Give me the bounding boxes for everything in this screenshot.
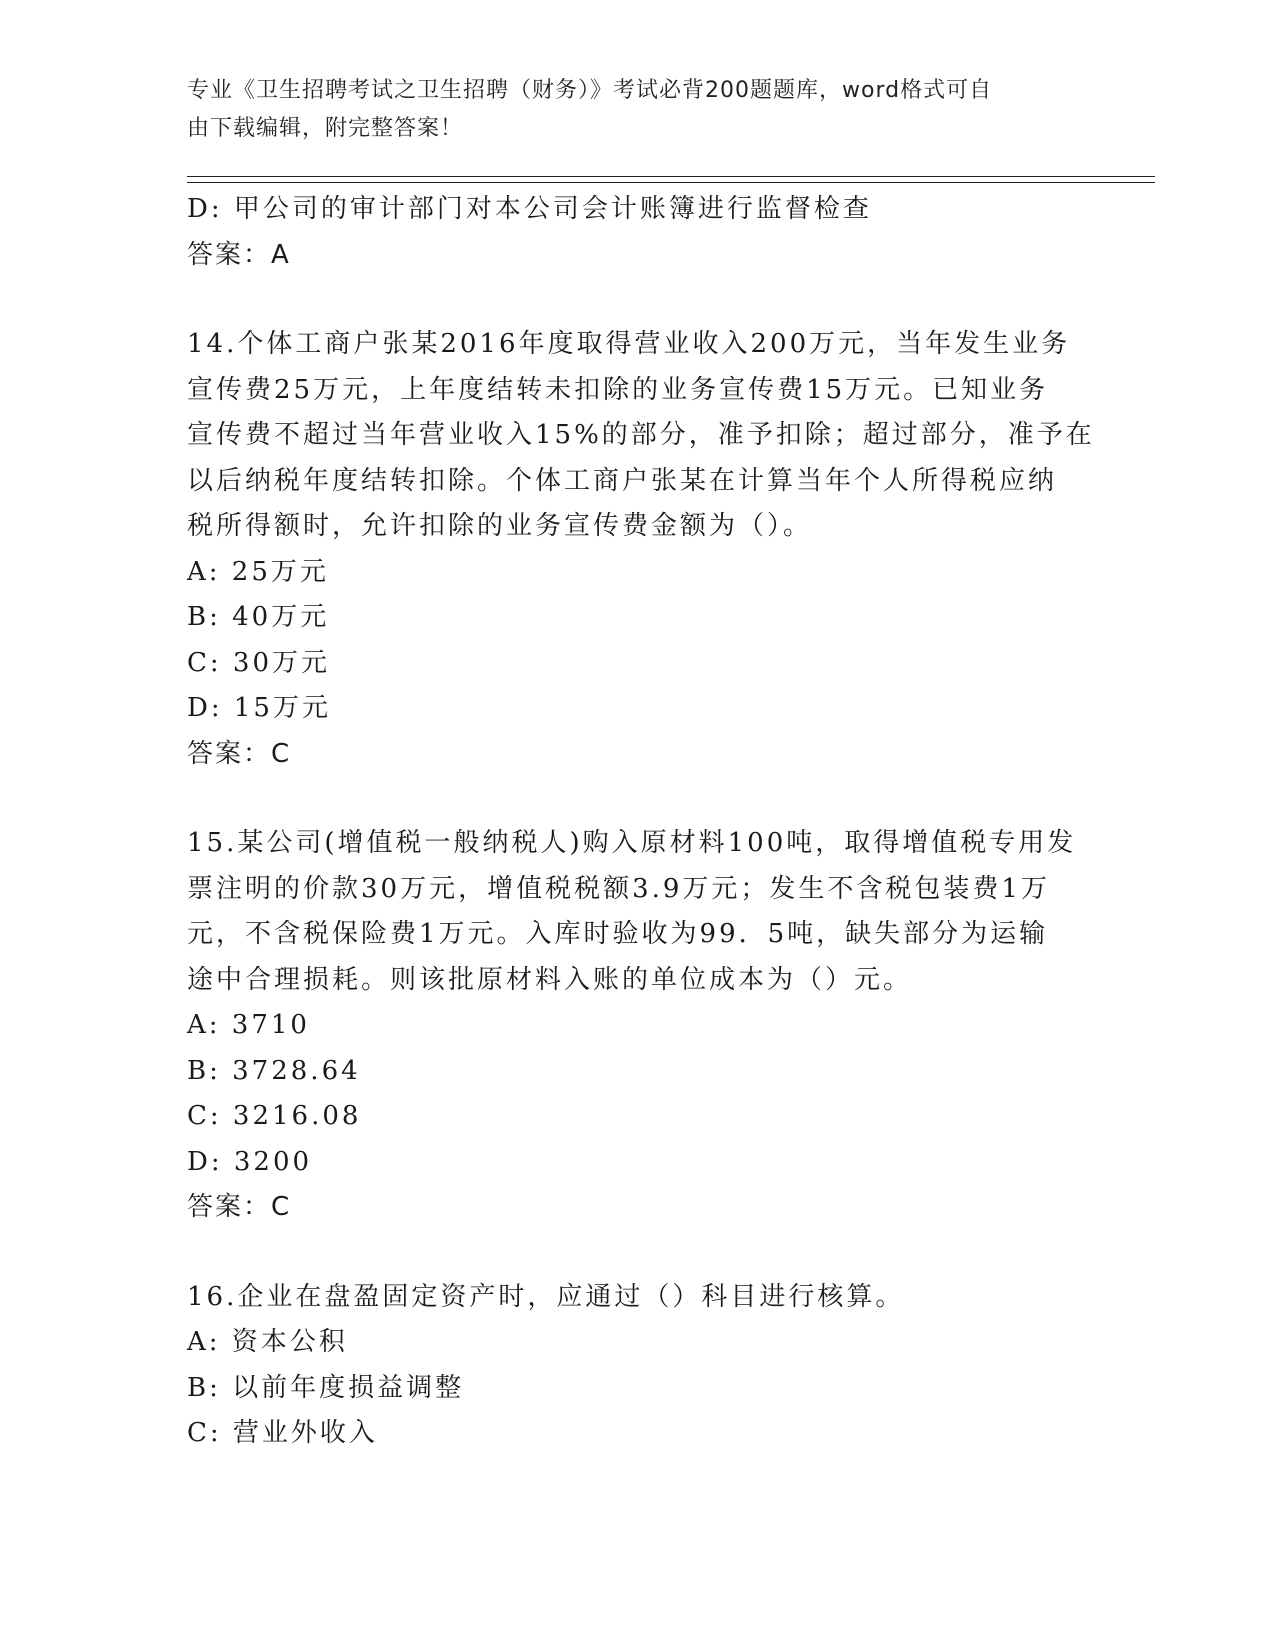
- question-14: [187, 322, 1095, 777]
- option-c: C: 营业外收入: [187, 1418, 378, 1448]
- question-stem-line: 宣传费25万元，上年度结转未扣除的业务宣传费15万元。已知业务: [187, 374, 1049, 405]
- option-d: D: 3200: [187, 1146, 313, 1177]
- question-stem-line: 14.个体工商户张某2016年度取得营业收入200万元，当年发生业务: [187, 329, 1071, 359]
- option-d: D: 15万元: [187, 693, 331, 723]
- option-a: A: 25万元: [187, 556, 329, 587]
- option-d: D: 甲公司的审计部门对本公司会计账簿进行监督检查: [187, 194, 872, 224]
- question-stem-line: 税所得额时，允许扣除的业务宣传费金额为（）。: [187, 511, 813, 541]
- question-stem-line: 15.某公司(增值税一般纳税人)购入原材料100吨，取得增值税专用发: [187, 828, 1077, 858]
- header-line-2: 由下载编辑，附完整答案！: [187, 116, 464, 141]
- option-a: A: 3710: [187, 1010, 310, 1040]
- question-15: [187, 821, 1087, 1231]
- question-16: [187, 1275, 1087, 1457]
- option-a: A: 资本公积: [187, 1327, 348, 1357]
- spacer: [187, 777, 1087, 821]
- answer: 答案：C: [187, 738, 292, 769]
- question-stem-line: 以后纳税年度结转扣除。个体工商户张某在计算当年个人所得税应纳: [187, 465, 1058, 496]
- option-b: B: 3728.64: [187, 1055, 361, 1086]
- header-divider-top: [187, 176, 1155, 177]
- question-stem-line: 宣传费不超过当年营业收入15%的部分，准予扣除；超过部分，准予在: [187, 420, 1095, 450]
- option-c: C: 3216.08: [187, 1101, 362, 1131]
- spacer: [187, 278, 1087, 322]
- question-stem-line: 16.企业在盘盈固定资产时，应通过（）科目进行核算。: [187, 1281, 905, 1312]
- question-stem-line: 元，不含税保险费1万元。入库时验收为99．5吨，缺失部分为运输: [187, 919, 1049, 949]
- document-body: [187, 187, 1095, 1457]
- question-stem-line: 票注明的价款30万元，增值税税额3.9万元；发生不含税包装费1万: [187, 873, 1050, 904]
- page-header: [187, 72, 1087, 148]
- option-c: C: 30万元: [187, 647, 331, 678]
- header-divider-bottom: [187, 182, 1155, 183]
- question-stem-line: 途中合理损耗。则该批原材料入账的单位成本为（）元。: [187, 964, 913, 995]
- option-b: B: 40万元: [187, 602, 330, 632]
- answer: 答案：A: [187, 239, 291, 270]
- answer: 答案：C: [187, 1192, 292, 1222]
- spacer: [187, 1231, 1087, 1275]
- prev-question: [187, 187, 1087, 278]
- header-line-1: 专业《卫生招聘考试之卫生招聘（财务）》考试必背200题题库，word格式可自: [187, 78, 993, 103]
- option-b: B: 以前年度损益调整: [187, 1372, 465, 1403]
